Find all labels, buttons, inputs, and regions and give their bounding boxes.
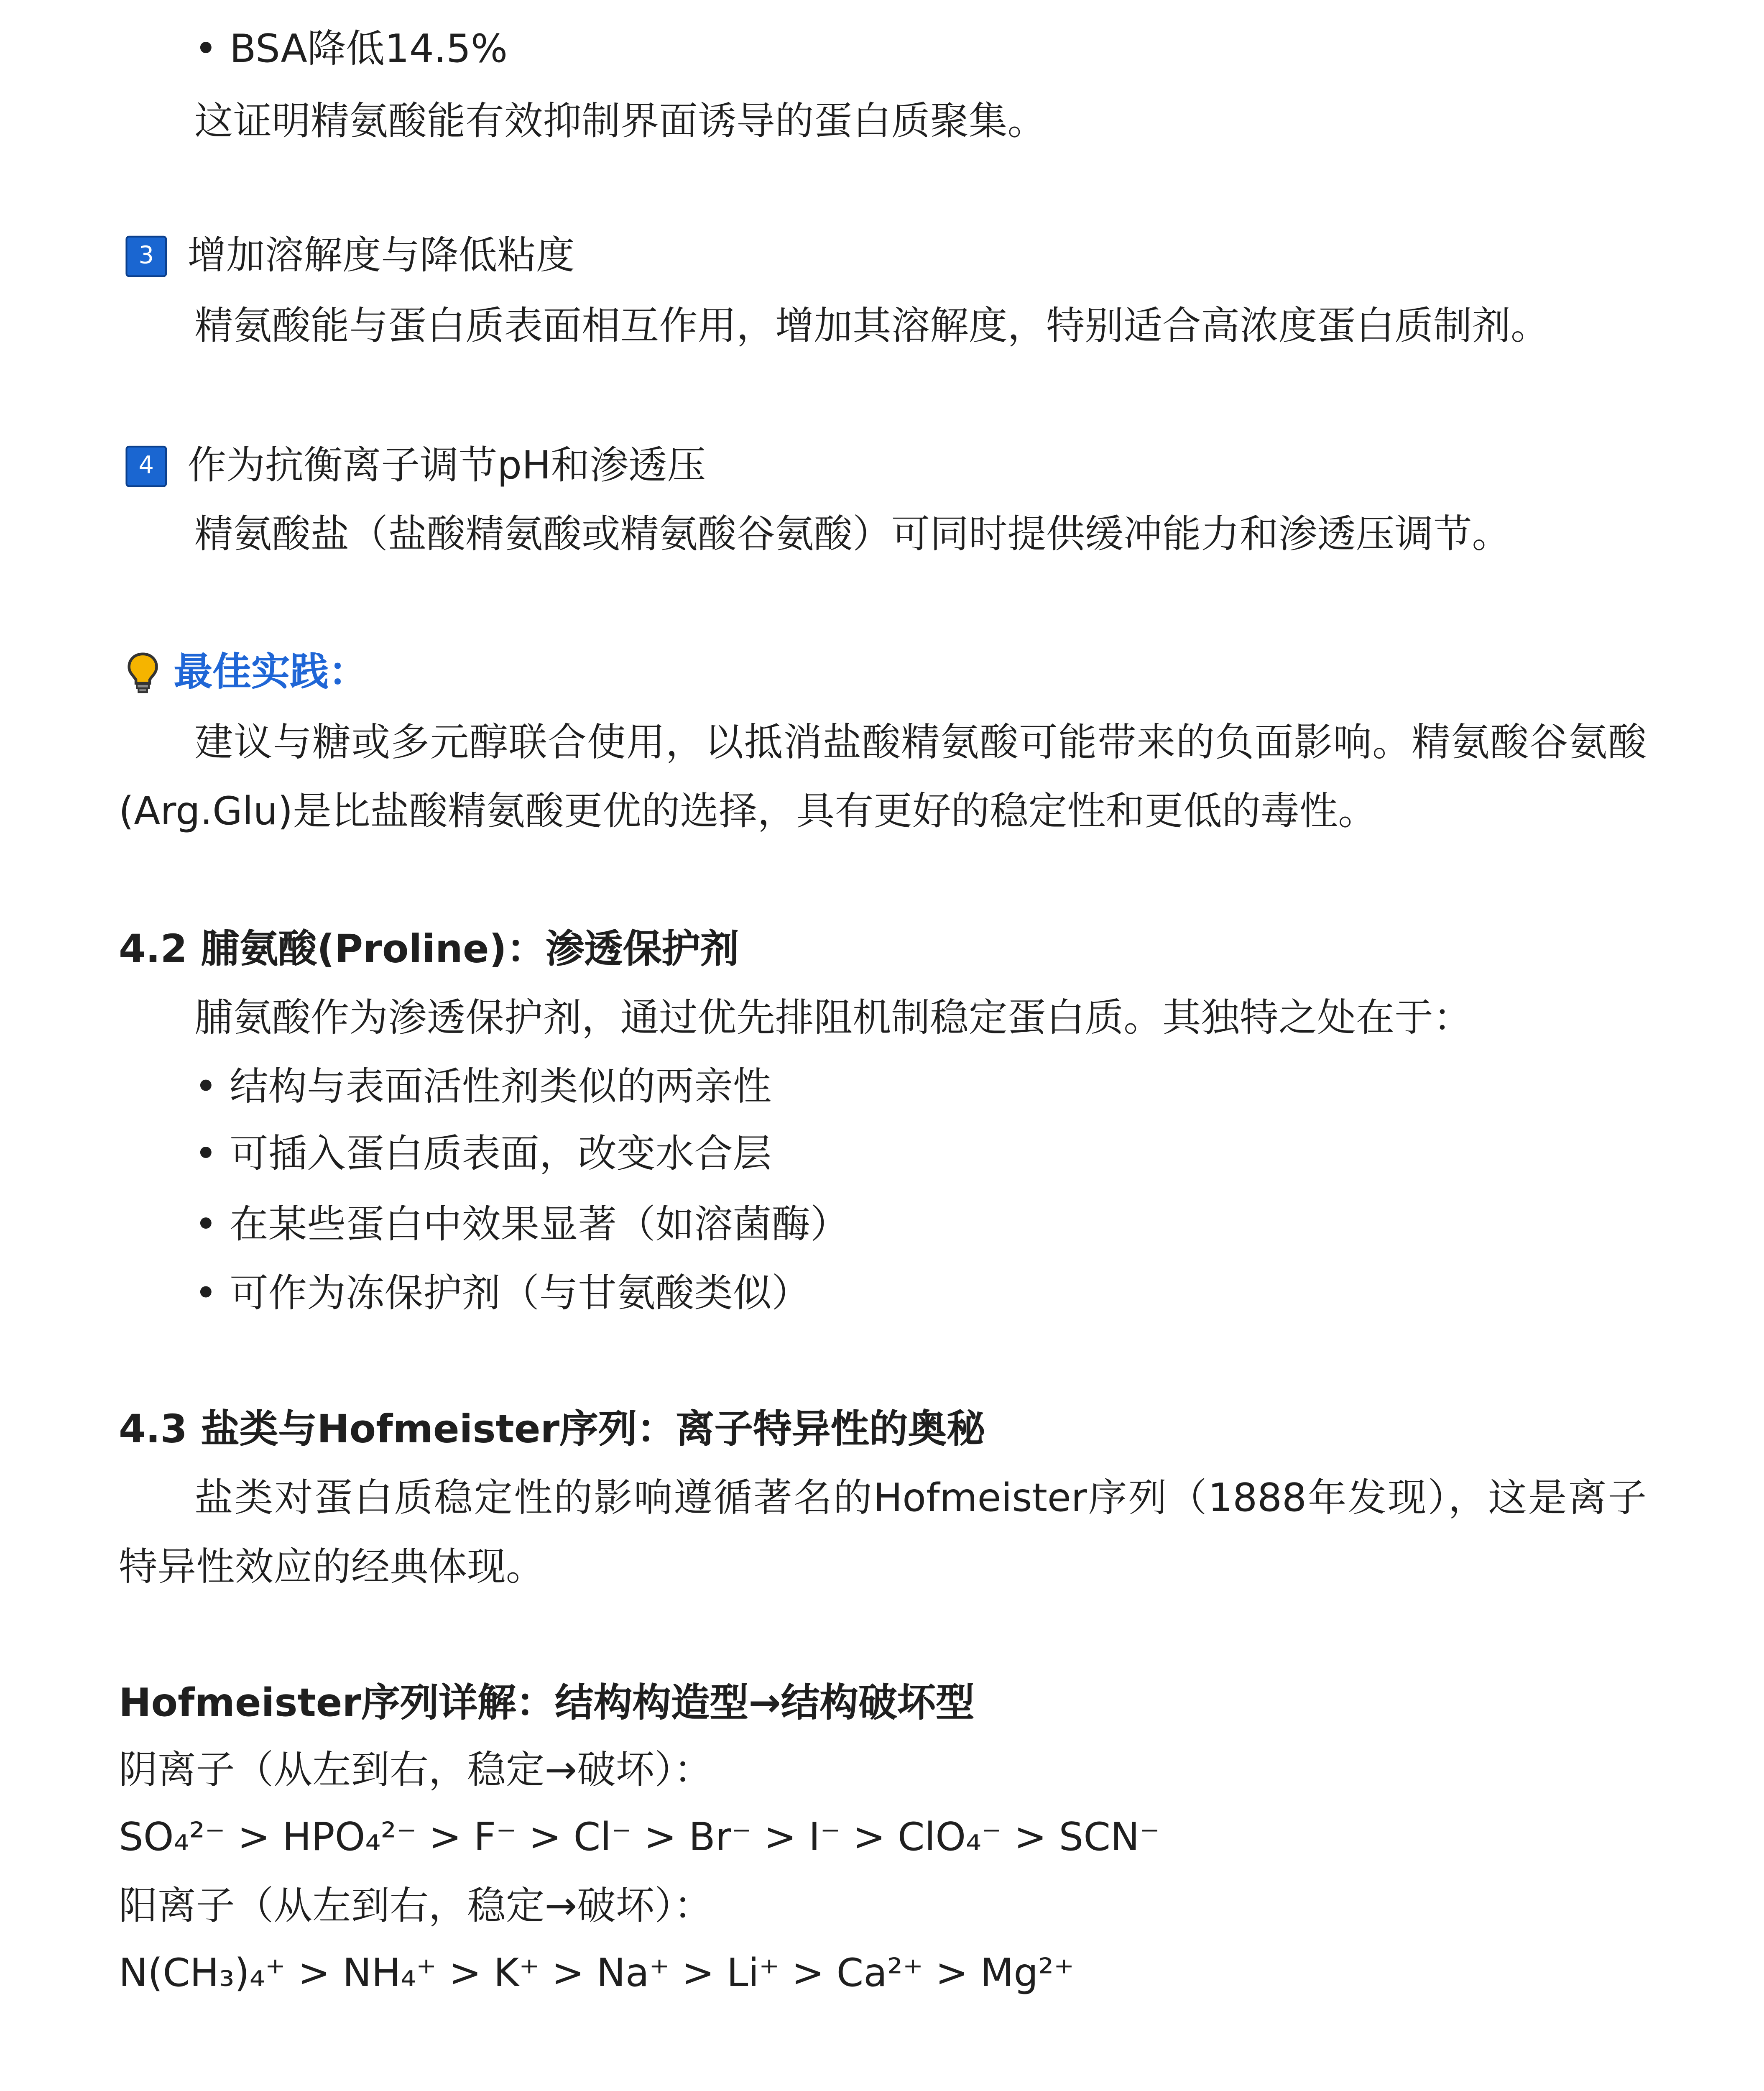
proline-bullet-3: • 在某些蛋白中效果显著（如溶菌酶） bbox=[194, 1203, 849, 1248]
proline-bullet-2: • 可插入蛋白质表面，改变水合层 bbox=[194, 1132, 772, 1177]
proline-bullet-4: • 可作为冻保护剂（与甘氨酸类似） bbox=[194, 1272, 811, 1317]
lightbulb-icon bbox=[125, 649, 160, 718]
item3-body: 精氨酸能与蛋白质表面相互作用，增加其溶解度，特别适合高浓度蛋白质制剂。 bbox=[194, 304, 1550, 350]
cation-series: N(CH₃)₄⁺ > NH₄⁺ > K⁺ > Na⁺ > Li⁺ > Ca²⁺ > Mg²⁺ bbox=[118, 1951, 1075, 1996]
pushpin-icon bbox=[120, 2088, 168, 2091]
cation-label: 阳离子（从左到右，稳定→破坏）： bbox=[118, 1884, 713, 1930]
bullet-bsa: • BSA降低14.5% bbox=[194, 27, 508, 72]
best-practice-title: 最佳实践： bbox=[174, 650, 368, 695]
proline-bullet-1: • 结构与表面活性剂类似的两亲性 bbox=[194, 1065, 772, 1110]
salts-heading: 4.3 盐类与Hofmeister序列：离子特异性的奥秘 bbox=[118, 1408, 985, 1453]
number-4-badge: 4 bbox=[125, 446, 167, 487]
anion-label: 阴离子（从左到右，稳定→破坏）： bbox=[118, 1748, 713, 1794]
best-practice-heading bbox=[125, 639, 367, 718]
number-3-badge: 3 bbox=[125, 236, 167, 277]
anion-series: SO₄²⁻ > HPO₄²⁻ > F⁻ > Cl⁻ > Br⁻ > I⁻ > ClO₄⁻ > SCN⁻ bbox=[118, 1815, 1160, 1861]
item3-heading bbox=[125, 222, 574, 291]
item4-heading bbox=[125, 432, 706, 501]
item4-body: 精氨酸盐（盐酸精氨酸或精氨酸谷氨酸）可同时提供缓冲能力和渗透压调节。 bbox=[194, 513, 1511, 558]
mechanism-heading bbox=[120, 2079, 350, 2091]
item4-title: 作为抗衡离子调节pH和渗透压 bbox=[187, 444, 706, 489]
proline-heading: 4.2 脯氨酸(Proline)：渗透保护剂 bbox=[118, 928, 739, 973]
salts-intro: 盐类对蛋白质稳定性的影响遵循著名的Hofmeister序列（1888年发现），这是离子特异性效应的经典体现。 bbox=[118, 1476, 1647, 1590]
hofmeister-heading: Hofmeister序列详解：结构构造型→结构破坏型 bbox=[118, 1681, 975, 1726]
item3-title: 增加溶解度与降低粘度 bbox=[187, 234, 575, 279]
best-practice-body: 建议与糖或多元醇联合使用，以抵消盐酸精氨酸可能带来的负面影响。精氨酸谷氨酸(Arg.Glu)是比盐酸精氨酸更优的选择，具有更好的稳定性和更低的毒性。 bbox=[118, 721, 1647, 835]
proline-intro: 脯氨酸作为渗透保护剂，通过优先排阻机制稳定蛋白质。其独特之处在于： bbox=[194, 996, 1472, 1041]
arginine-conclusion: 这证明精氨酸能有效抑制界面诱导的蛋白质聚集。 bbox=[194, 100, 1047, 145]
